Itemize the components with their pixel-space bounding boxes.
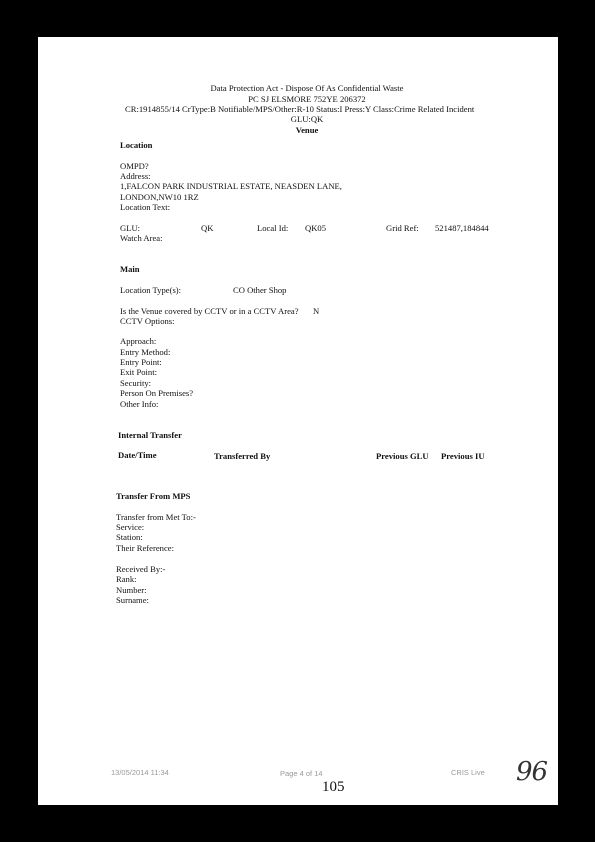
header-confidential-notice: Data Protection Act - Dispose Of As Confidential Waste	[210, 83, 404, 93]
service-label: Service:	[116, 522, 145, 532]
col-transferred-by: Transferred By	[214, 451, 271, 461]
col-previous-glu: Previous GLU	[376, 451, 429, 461]
entry-point-label: Entry Point:	[120, 357, 162, 367]
handwritten-number: 96	[516, 757, 548, 787]
their-reference-label: Their Reference:	[116, 543, 174, 553]
security-label: Security:	[120, 378, 152, 388]
address-label: Address:	[120, 171, 151, 181]
person-on-premises-label: Person On Premises?	[120, 388, 194, 398]
exit-point-label: Exit Point:	[120, 367, 158, 377]
header-officer: PC SJ ELSMORE 752YE 206372	[248, 94, 366, 104]
internal-transfer-heading: Internal Transfer	[118, 430, 182, 440]
other-info-label: Other Info:	[120, 399, 159, 409]
footer-system: CRIS Live	[451, 768, 485, 777]
cctv-options-label: CCTV Options:	[120, 316, 175, 326]
number-label: Number:	[116, 585, 147, 595]
cctv-answer: N	[313, 306, 320, 316]
document-page	[38, 37, 558, 805]
glu-label: GLU:	[120, 223, 141, 233]
grid-ref-label: Grid Ref:	[386, 223, 419, 233]
local-id-label: Local Id:	[257, 223, 289, 233]
footer-page: Page 4 of 14	[280, 769, 323, 778]
location-text-label: Location Text:	[120, 202, 171, 212]
location-types-value: CO Other Shop	[233, 285, 287, 295]
header-crime-reference: CR:1914855/14 CrType:B Notifiable/MPS/Other:R-10 Status:I Press:Y Class:Crime Related Incident	[125, 104, 475, 114]
transfer-from-met-label: Transfer from Met To:-	[116, 512, 196, 522]
col-previous-iu: Previous IU	[441, 451, 485, 461]
rank-label: Rank:	[116, 574, 137, 584]
transfer-from-mps-heading: Transfer From MPS	[116, 491, 191, 501]
received-by-label: Received By:-	[116, 564, 166, 574]
page-number: 105	[322, 779, 345, 795]
footer-date: 13/05/2014 11:34	[111, 768, 169, 777]
location-heading: Location	[120, 140, 153, 150]
address-line-2: LONDON,NW10 1RZ	[120, 192, 199, 202]
location-types-label: Location Type(s):	[120, 285, 182, 295]
grid-ref-value: 521487,184844	[435, 223, 489, 233]
watch-area-label: Watch Area:	[120, 233, 163, 243]
header-glu: GLU:QK	[290, 114, 324, 124]
page-title: Venue	[295, 125, 319, 135]
local-id-value: QK05	[305, 223, 327, 233]
col-date-time: Date/Time	[118, 450, 157, 460]
ompd-label: OMPD?	[120, 161, 149, 171]
station-label: Station:	[116, 532, 143, 542]
main-heading: Main	[120, 264, 140, 274]
entry-method-label: Entry Method:	[120, 347, 171, 357]
address-line-1: 1,FALCON PARK INDUSTRIAL ESTATE, NEASDEN LANE,	[120, 181, 342, 191]
cctv-question: Is the Venue covered by CCTV or in a CCTV Area?	[120, 306, 299, 316]
surname-label: Surname:	[116, 595, 149, 605]
approach-label: Approach:	[120, 336, 157, 346]
glu-value: QK	[201, 223, 214, 233]
